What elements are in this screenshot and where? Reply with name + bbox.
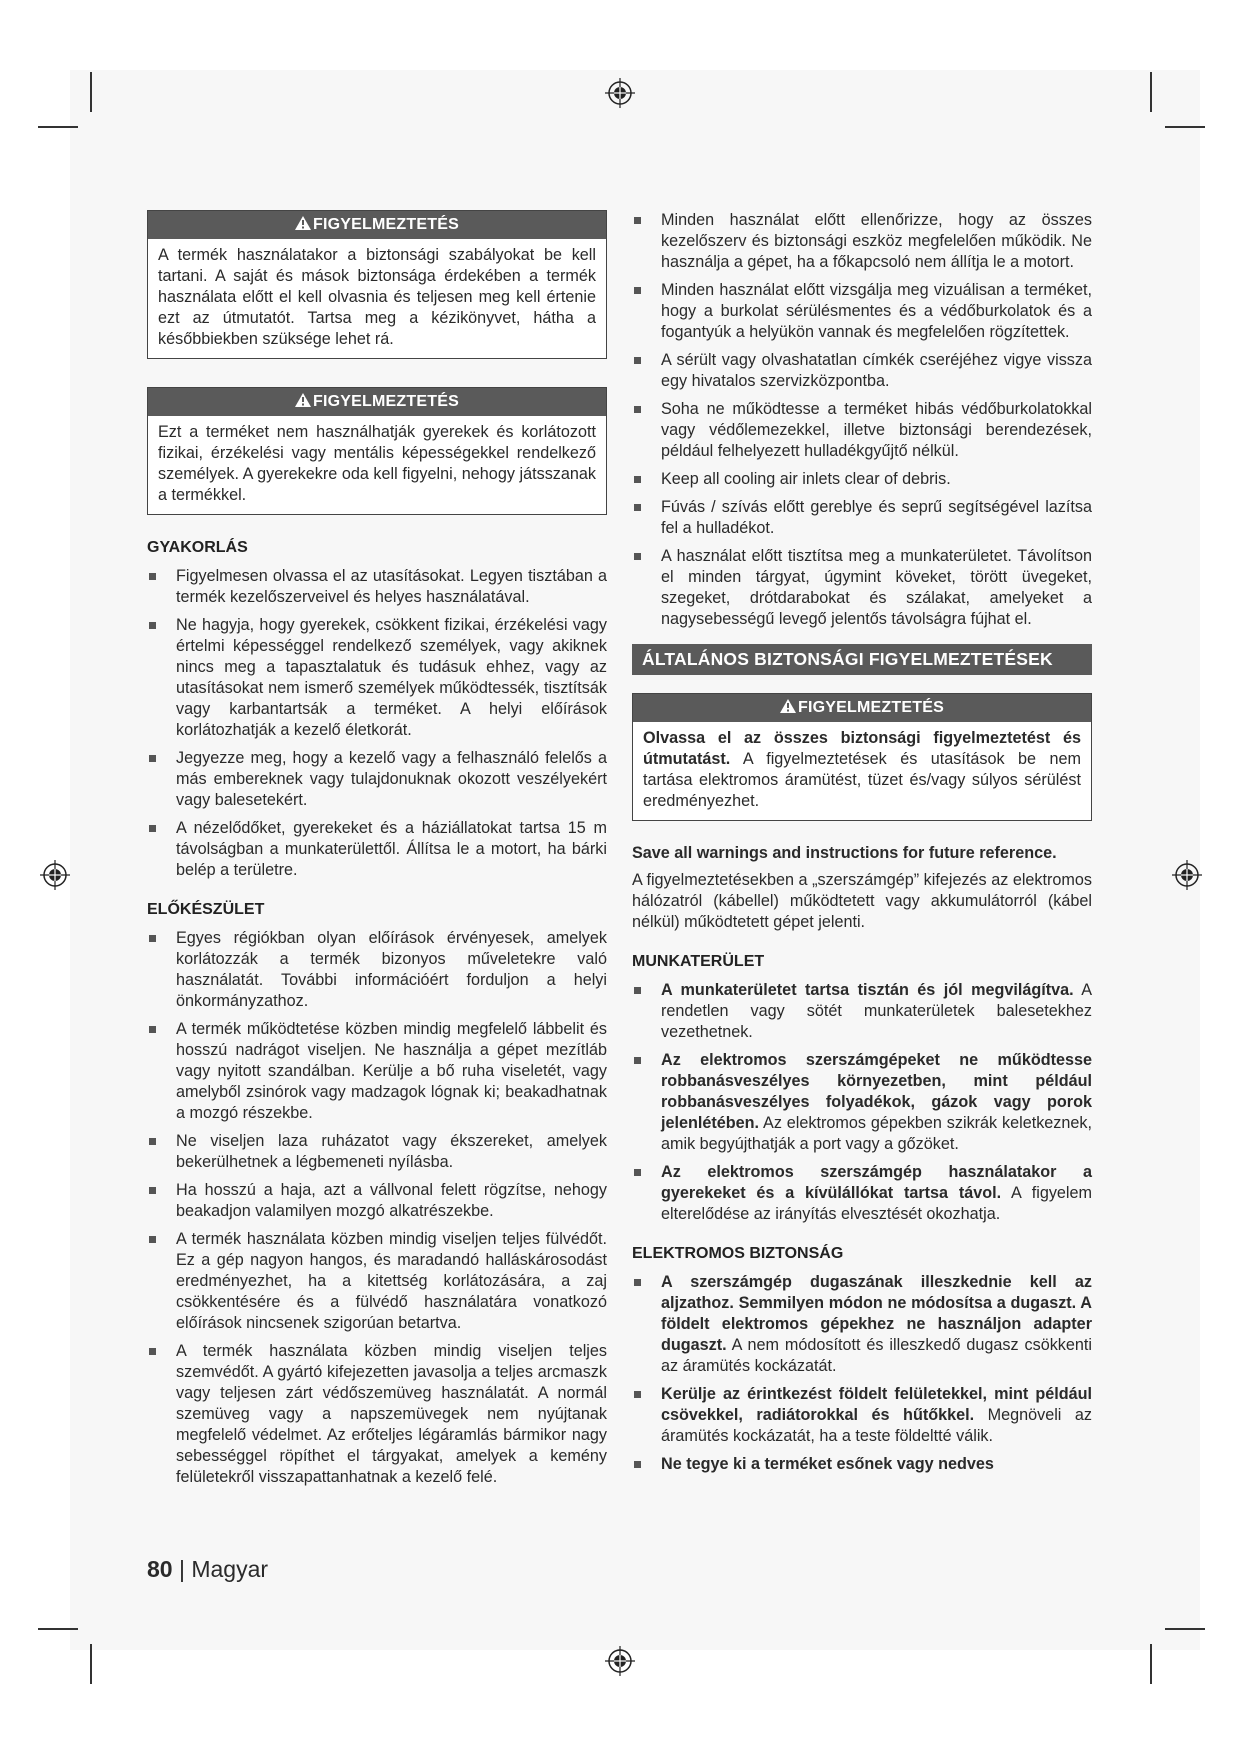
- practice-list: [147, 566, 607, 881]
- section-heading-preparation: ELŐKÉSZÜLET: [147, 901, 265, 918]
- left-column: [147, 210, 607, 1495]
- list-item: Jegyezze meg, hogy a kezelő vagy a felhasználó felelős a más embereknek vagy tulajdonuknak okozott veszélyekért vagy balesetekért.: [147, 748, 607, 811]
- crop-mark: [1150, 1644, 1152, 1684]
- list-item: Ha hosszú a haja, azt a vállvonal felett rögzítse, nehogy beakadjon valamilyen mozgó alkatrészekbe.: [147, 1180, 607, 1222]
- crop-mark: [38, 126, 78, 128]
- list-item: Kerülje az érintkezést földelt felületekkel, mint például csövekkel, radiátorokkal és hűtőkkel. Megnöveli az áramütés kockázatát, ha a teste földeltté válik.: [632, 1384, 1092, 1447]
- list-item: A nézelődőket, gyerekeket és a háziállatokat tartsa 15 m távolságban a munkaterülettől. Állítsa le a motort, ha bárki belép a területre.: [147, 818, 607, 881]
- list-item: A termék használata közben mindig viseljen teljes szemvédőt. A gyártó kifejezetten javasolja a teljes arcmaszk vagy teljesen zárt védőszemüveg használatát. A normál szemüveg vagy a napszemüvegek nem nyújtanak megfelelő védelmet. Az erőteljes légáramlás bármikor nagy sebességgel röpíthet el tárgyakat, amelyek a kemény felületekről visszapattanhatnak a kezelő felé.: [147, 1341, 607, 1488]
- list-item: Ne hagyja, hogy gyerekek, csökkent fizikai, érzékelési vagy értelmi képességgel rendelkező személyek, vagy akiknek nincs meg a tapasztalatuk és tudásuk ehhez, vagy az utasításokat nem ismerő személyek működtessék, tisztítsák vagy karbantartsák a terméket. A helyi előírások korlátozhatják a kezelő életkorát.: [147, 615, 607, 741]
- registration-mark-icon: [1172, 860, 1202, 890]
- warning-label: FIGYELMEZTETÉS: [798, 699, 944, 716]
- list-item: A termék használata közben mindig viseljen teljes fülvédőt. Ez a gép nagyon hangos, és maradandó halláskárosodást eredményezhet, ha a kitettség korlátozására, a zaj csökkentésére és a fülvédő használatára vonatkozó előírások nincsenek szigorúan betartva.: [147, 1229, 607, 1334]
- list-item: Ne tegye ki a terméket esőnek vagy nedves: [632, 1454, 1092, 1475]
- crop-mark: [1165, 1628, 1205, 1630]
- right-column: [632, 210, 1092, 1482]
- list-item: Az elektromos szerszámgép használatakor a gyerekeket és a kívülállókat tartsa távol. A figyelem elterelődése az irányítás elvesztését okozhatja.: [632, 1162, 1092, 1225]
- list-item: Minden használat előtt ellenőrizze, hogy az összes kezelőszerv és biztonsági eszköz megfelelően működik. Ne használja a gépet, ha a főkapcsoló nem állítja le a motort.: [632, 210, 1092, 273]
- save-instructions-line: Save all warnings and instructions for future reference.: [632, 844, 1057, 862]
- registration-mark-icon: [40, 860, 70, 890]
- list-item: Minden használat előtt vizsgálja meg vizuálisan a terméket, hogy a burkolat sérülésmentes és a védőburkolatok és a fogantyúk a helyükön vannak és megfelelően rögzítettek.: [632, 280, 1092, 343]
- warning-header: [633, 694, 1091, 722]
- list-item: A munkaterületet tartsa tisztán és jól megvilágítva. A rendetlen vagy sötét munkaterületek balesetekhez vezethetnek.: [632, 980, 1092, 1043]
- crop-mark: [1150, 72, 1152, 112]
- page-number: 80: [147, 1556, 173, 1582]
- preparation-list: [147, 928, 607, 1488]
- warning-header: [148, 211, 606, 239]
- crop-mark: [90, 1644, 92, 1684]
- pre-use-list: [632, 210, 1092, 630]
- list-item: Keep all cooling air inlets clear of debris.: [632, 469, 1092, 490]
- list-item: Fúvás / szívás előtt gereblye és seprű segítségével lazítsa fel a hulladékot.: [632, 497, 1092, 539]
- section-heading-practice: GYAKORLÁS: [147, 539, 248, 556]
- list-item: Ne viseljen laza ruházatot vagy ékszereket, amelyek bekerülhetnek a légbemeneti nyílásba.: [147, 1131, 607, 1173]
- list-item: A termék működtetése közben mindig megfelelő lábbelit és hosszú nadrágot viseljen. Ne használja a gépet mezítláb vagy nyitott szandálban. Kerülje a bő ruha viseletét, vagy amelyből zsinórok vagy madzagok lógnak ki; beakadhatnak a mozgó részekbe.: [147, 1019, 607, 1124]
- warning-text: Ezt a terméket nem használhatják gyerekek és korlátozott fizikai, érzékelési vagy mentális képességekkel rendelkező személyek. A gyerekekre oda kell figyelni, nehogy játsszanak a termékkel.: [158, 423, 596, 504]
- warning-triangle-icon: [295, 393, 311, 407]
- list-item: A használat előtt tisztítsa meg a munkaterületet. Távolítson el minden tárgyat, úgymint köveket, törött üvegeket, szegeket, drótdarabokat és szálakat, amelyeket a nagysebességű levegő jelentős távolságra fújhat el.: [632, 546, 1092, 630]
- crop-mark: [90, 72, 92, 112]
- footer-language: Magyar: [191, 1556, 269, 1582]
- warning-box: [632, 693, 1092, 821]
- page-footer: [147, 1556, 268, 1583]
- warning-text: A termék használatakor a biztonsági szabályokat be kell tartani. A saját és mások biztonsága érdekében a termék használata előtt el kell olvasnia és teljesen meg kell értenie ezt az útmutatót. Tartsa meg a kézikönyvet, hátha a későbbiekben szüksége lehet rá.: [158, 246, 596, 348]
- list-item: Figyelmesen olvassa el az utasításokat. Legyen tisztában a termék kezelőszerveivel és helyes használatával.: [147, 566, 607, 608]
- general-safety-bar: ÁLTALÁNOS BIZTONSÁGI FIGYELMEZTETÉSEK: [632, 644, 1092, 675]
- warning-box: [147, 387, 607, 515]
- tool-definition-paragraph: A figyelmeztetésekben a „szerszámgép” kifejezés az elektromos hálózatról (kábellel) működtetett vagy akkumulátorról (kábel nélkül) működtetett gépet jelenti.: [632, 871, 1092, 931]
- warning-triangle-icon: [295, 216, 311, 230]
- warning-box: [147, 210, 607, 359]
- list-item: Soha ne működtesse a terméket hibás védőburkolatokkal vagy védőlemezekkel, illetve biztonsági berendezések, például felhelyezett hulladékgyűjtő nélkül.: [632, 399, 1092, 462]
- list-item: A szerszámgép dugaszának illeszkednie kell az aljzathoz. Semmilyen módon ne módosítsa a dugaszt. A földelt elektromos gépekhez ne használjon adapter dugaszt. A nem módosított és illeszkedő dugasz csökkenti az áramütés kockázatát.: [632, 1272, 1092, 1377]
- warning-text: Olvassa el az összes biztonsági figyelmeztetést és útmutatást. A figyelmeztetések és utasítások be nem tartása elektromos áramütést, tüzet és/vagy súlyos sérülést eredményezhet.: [643, 729, 1081, 810]
- warning-label: FIGYELMEZTETÉS: [313, 393, 459, 410]
- footer-separator: |: [178, 1556, 185, 1582]
- registration-mark-icon: [605, 1646, 635, 1676]
- electrical-list: [632, 1272, 1092, 1475]
- warning-triangle-icon: [780, 699, 796, 713]
- warning-label: FIGYELMEZTETÉS: [313, 216, 459, 233]
- list-item: Az elektromos szerszámgépeket ne működtesse robbanásveszélyes környezetben, mint például robbanásveszélyes folyadékok, gázok vagy porok jelenlétében. Az elektromos gépekben szikrák keletkeznek, amik begyújthatják a port vagy a gőzöket.: [632, 1050, 1092, 1155]
- section-heading-electrical: ELEKTROMOS BIZTONSÁG: [632, 1245, 844, 1262]
- list-item: A sérült vagy olvashatatlan címkék cseréjéhez vigye vissza egy hivatalos szervizközpontba.: [632, 350, 1092, 392]
- work-area-list: [632, 980, 1092, 1225]
- crop-mark: [1165, 126, 1205, 128]
- section-heading-work-area: MUNKATERÜLET: [632, 953, 765, 970]
- crop-mark: [38, 1628, 78, 1630]
- warning-header: [148, 388, 606, 416]
- registration-mark-icon: [605, 78, 635, 108]
- list-item: Egyes régiókban olyan előírások érvényesek, amelyek korlátozzák a termék bizonyos műveletekre való használatát. További információért forduljon a helyi önkormányzathoz.: [147, 928, 607, 1012]
